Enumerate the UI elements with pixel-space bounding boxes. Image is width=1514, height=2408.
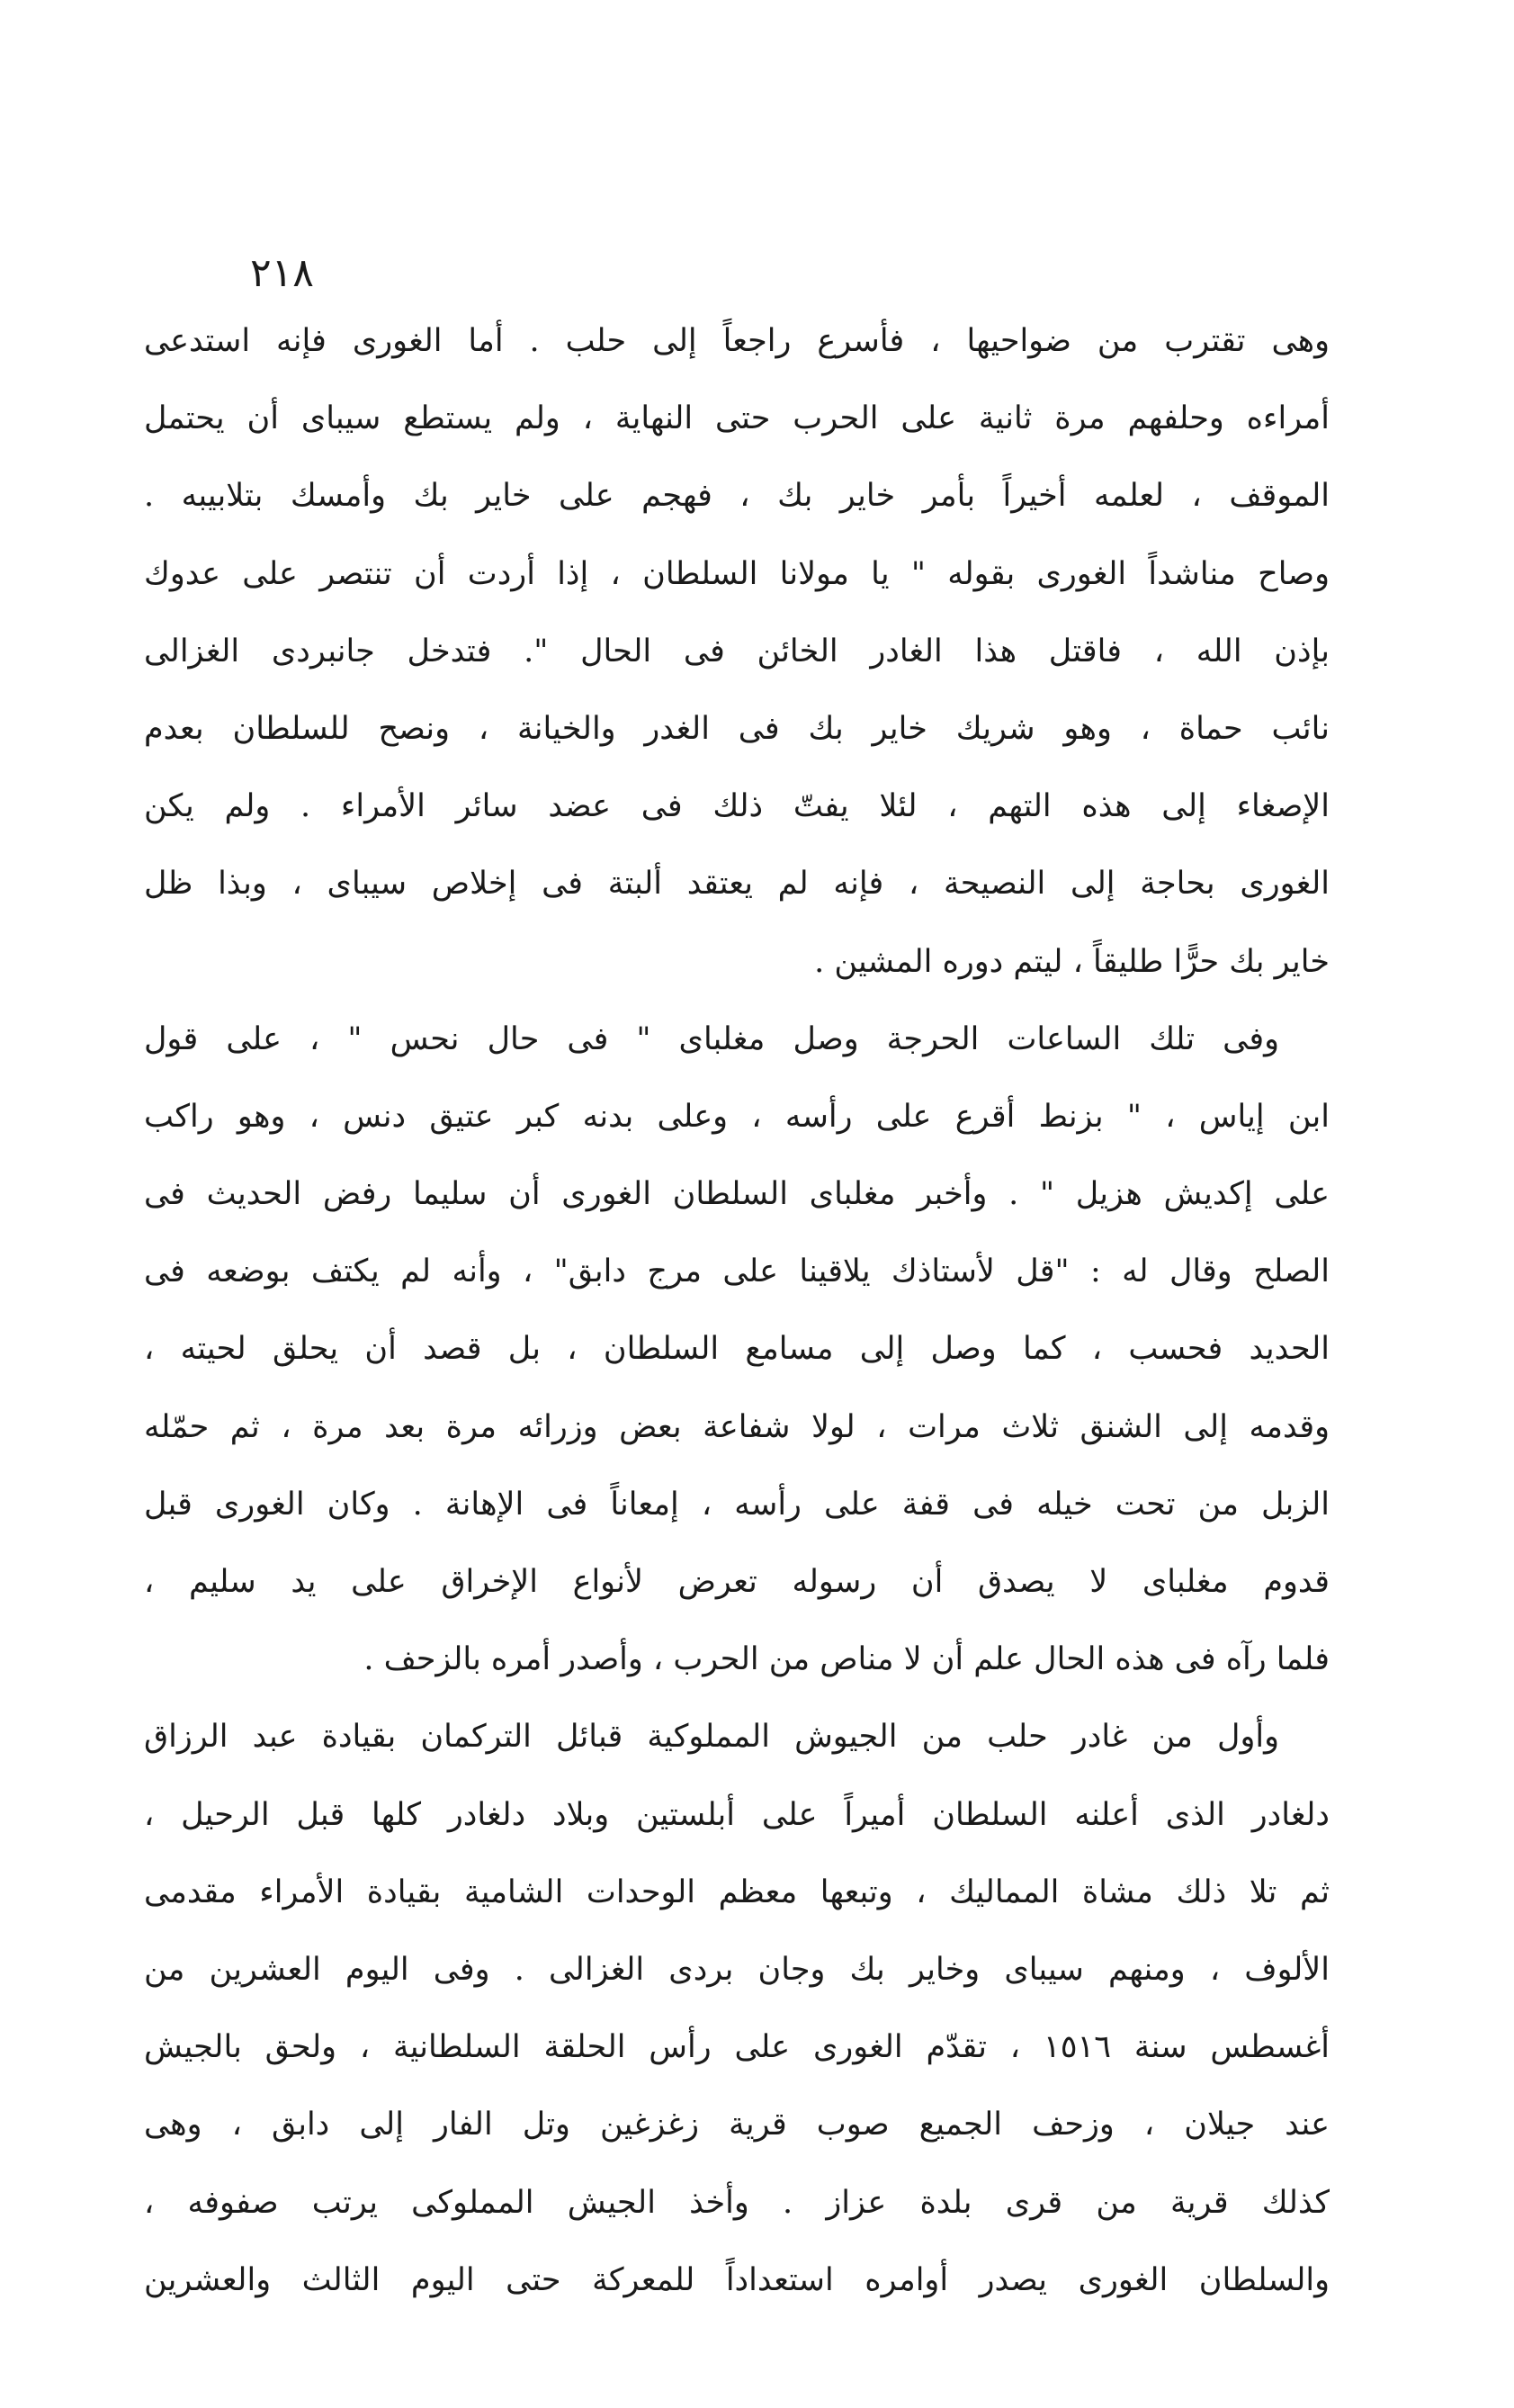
text-line: كذلك قرية من قرى بلدة عزاز . وأخذ الجيش المملوكى يرتب صفوفه ، (144, 2184, 1330, 2221)
text-line: وقدمه إلى الشنق ثلاث مرات ، لولا شفاعة بعض وزرائه مرة بعد مرة ، ثم حمّله (144, 1408, 1330, 1445)
text-line: أغسطس سنة ١٥١٦ ، تقدّم الغورى على رأس الحلقة السلطانية ، ولحق بالجيش (144, 2029, 1330, 2066)
text-line: وأول من غادر حلب من الجيوش المملوكية قبائل التركمان بقيادة عبد الرزاق (144, 1719, 1279, 1756)
text-line: بإذن الله ، فاقتل هذا الغادر الخائن فى الحال ". فتدخل جانبردى الغزالى (144, 633, 1330, 669)
text-line: أمراءه وحلفهم مرة ثانية على الحرب حتى النهاية ، ولم يستطع سيباى أن يحتمل (144, 400, 1330, 437)
text-line: على إكديش هزيل " . وأخبر مغلباى السلطان الغورى أن سليما رفض الحديث فى (144, 1176, 1330, 1213)
text-line: قدوم مغلباى لا يصدق أن رسوله تعرض لأنواع الإخراق على يد سليم ، (144, 1564, 1330, 1600)
text-line: ثم تلا ذلك مشاة المماليك ، وتبعها معظم الوحدات الشامية بقيادة الأمراء مقدمى (144, 1873, 1330, 1910)
text-line: ابن إياس ، " بزنط أقرع على رأسه ، وعلى بدنه كبر عتيق دنس ، وهو راكب (144, 1098, 1330, 1135)
text-line: الألوف ، ومنهم سيباى وخاير بك وجان بردى الغزالى . وفى اليوم العشرين من (144, 1951, 1330, 1988)
text-line: الزبل من تحت خيله فى قفة على رأسه ، إمعاناً فى الإهانة . وكان الغورى قبل (144, 1486, 1330, 1523)
text-line: وهى تقترب من ضواحيها ، فأسرع راجعاً إلى حلب . أما الغورى فإنه استدعى (144, 323, 1330, 359)
text-line: الموقف ، لعلمه أخيراً بأمر خاير بك ، فهجم على خاير بك وأمسك بتلابيبه . (144, 478, 1330, 515)
body-text (144, 302, 1330, 2319)
text-line: عند جيلان ، وزحف الجميع صوب قرية زغزغين وتل الفار إلى دابق ، وهى (144, 2107, 1330, 2143)
text-line: دلغادر الذى أعلنه السلطان أميراً على أبلستين وبلاد دلغادر كلها قبل الرحيل ، (144, 1796, 1330, 1833)
text-line: نائب حماة ، وهو شريك خاير بك فى الغدر والخيانة ، ونصح للسلطان بعدم (144, 710, 1330, 747)
text-line: وفى تلك الساعات الحرجة وصل مغلباى " فى حال نحس " ، على قول (144, 1020, 1279, 1057)
text-line: الإصغاء إلى هذه التهم ، لئلا يفتّ ذلك فى عضد سائر الأمراء . ولم يكن (144, 788, 1330, 825)
text-line: الغورى بحاجة إلى النصيحة ، فإنه لم يعتقد ألبتة فى إخلاص سيباى ، وبذا ظل (144, 866, 1330, 903)
text-line: فلما رآه فى هذه الحال علم أن لا مناص من الحرب ، وأصدر أمره بالزحف . (363, 1641, 1330, 1678)
text-line: وصاح مناشداً الغورى بقوله " يا مولانا السلطان ، إذا أردت أن تنتصر على عدوك (144, 555, 1330, 592)
text-line: خاير بك حرًّا طليقاً ، ليتم دوره المشين . (814, 943, 1330, 980)
text-line: والسلطان الغورى يصدر أوامره استعداداً للمعركة حتى اليوم الثالث والعشرين (144, 2261, 1330, 2298)
page-number: ٢١٨ (250, 250, 314, 296)
text-line: الصلح وقال له : "قل لأستاذك يلاقينا على مرج دابق" ، وأنه لم يكتف بوضعه فى (144, 1253, 1330, 1290)
text-line: الحديد فحسب ، كما وصل إلى مسامع السلطان ، بل قصد أن يحلق لحيته ، (144, 1331, 1330, 1368)
